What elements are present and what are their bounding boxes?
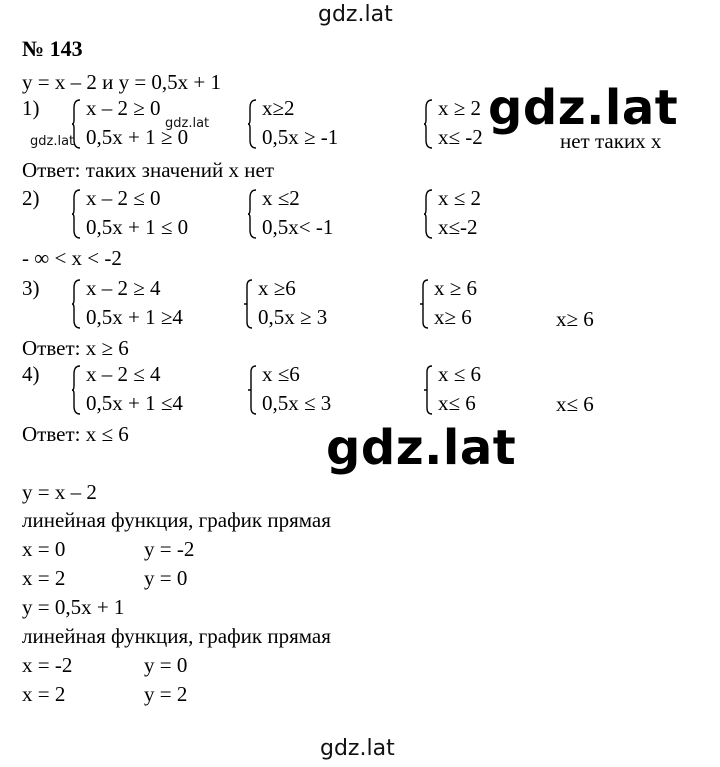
function-point-x: x = -2	[22, 653, 73, 677]
system-line: 0,5x + 1 ≥ 0	[86, 125, 189, 149]
system-line: x≥2	[262, 96, 295, 120]
given-functions: y = x – 2 и y = 0,5x + 1	[22, 70, 222, 94]
system-line: x – 2 ≥ 4	[86, 276, 161, 300]
part-answer-1: Ответ: таких значений х нет	[22, 158, 275, 182]
system-line: 0,5x ≤ 3	[262, 391, 332, 415]
system-line: x ≥6	[258, 276, 296, 300]
part-result-1: нет таких х	[560, 129, 662, 153]
brace-icon	[72, 364, 80, 414]
system-line: x≤-2	[438, 215, 478, 239]
function-point-x: x = 2	[22, 566, 66, 590]
watermark-top: gdz.lat	[318, 2, 393, 27]
square-bracket-icon	[248, 364, 256, 414]
system-line: x ≤6	[262, 362, 300, 386]
system-line: x≤ 6	[438, 391, 476, 415]
system-line: 0,5x + 1 ≤4	[86, 391, 183, 415]
function-point-y: y = 2	[144, 682, 188, 706]
part-label-2: 2)	[22, 186, 40, 210]
function-description-1: линейная функция, график прямая	[22, 508, 331, 532]
system-line: 0,5x ≥ -1	[262, 125, 339, 149]
system-line: 0,5x< -1	[262, 215, 334, 239]
system-line: 0,5x + 1 ≥4	[86, 305, 183, 329]
system-line: x ≤2	[262, 186, 300, 210]
system-line: x – 2 ≤ 4	[86, 362, 161, 386]
function-point-x: x = 2	[22, 682, 66, 706]
brace-icon	[424, 188, 432, 238]
system-line: x ≤ 6	[438, 362, 482, 386]
watermark-bottom: gdz.lat	[320, 736, 395, 761]
system-line: x ≤ 2	[438, 186, 482, 210]
function-point-y: y = 0	[144, 653, 188, 677]
square-bracket-icon	[420, 278, 428, 328]
system-line: 0,5x ≥ 3	[258, 305, 328, 329]
brace-icon	[72, 188, 80, 238]
system-line: x≤ -2	[438, 125, 483, 149]
function-point-y: y = -2	[144, 537, 195, 561]
function-point-x: x = 0	[22, 537, 66, 561]
system-line: 0,5x + 1 ≤ 0	[86, 215, 189, 239]
part-label-3: 3)	[22, 276, 40, 300]
square-bracket-icon	[424, 364, 432, 414]
brace-icon	[72, 278, 80, 328]
part-answer-2: - ∞ < x < -2	[22, 246, 122, 270]
system-line: x – 2 ≥ 0	[86, 96, 161, 120]
system-line: x≥ 6	[434, 305, 472, 329]
part-label-4: 4)	[22, 362, 40, 386]
part-answer-3: Ответ: x ≥ 6	[22, 336, 129, 360]
brace-icon	[248, 188, 256, 238]
part-label-1: 1)	[22, 96, 40, 120]
watermark-right-large: gdz.lat	[488, 80, 679, 136]
function-point-y: y = 0	[144, 566, 188, 590]
problem-number: № 143	[22, 36, 83, 61]
system-line: x ≥ 6	[434, 276, 478, 300]
watermark-inline-2: gdz.lat	[30, 134, 75, 149]
function-equation-2: y = 0,5x + 1	[22, 595, 125, 619]
square-bracket-icon	[244, 278, 252, 328]
watermark-center-large: gdz.lat	[326, 420, 517, 476]
part-result-3: x≥ 6	[556, 307, 594, 331]
function-description-2: линейная функция, график прямая	[22, 624, 331, 648]
part-answer-4: Ответ: x ≤ 6	[22, 422, 129, 446]
part-result-4: x≤ 6	[556, 392, 594, 416]
brace-icon	[248, 98, 256, 148]
brace-icon	[424, 98, 432, 148]
watermark-inline-1: gdz.lat	[165, 116, 210, 131]
system-line: x – 2 ≤ 0	[86, 186, 161, 210]
system-line: x ≥ 2	[438, 96, 482, 120]
function-equation-1: y = x – 2	[22, 480, 97, 504]
